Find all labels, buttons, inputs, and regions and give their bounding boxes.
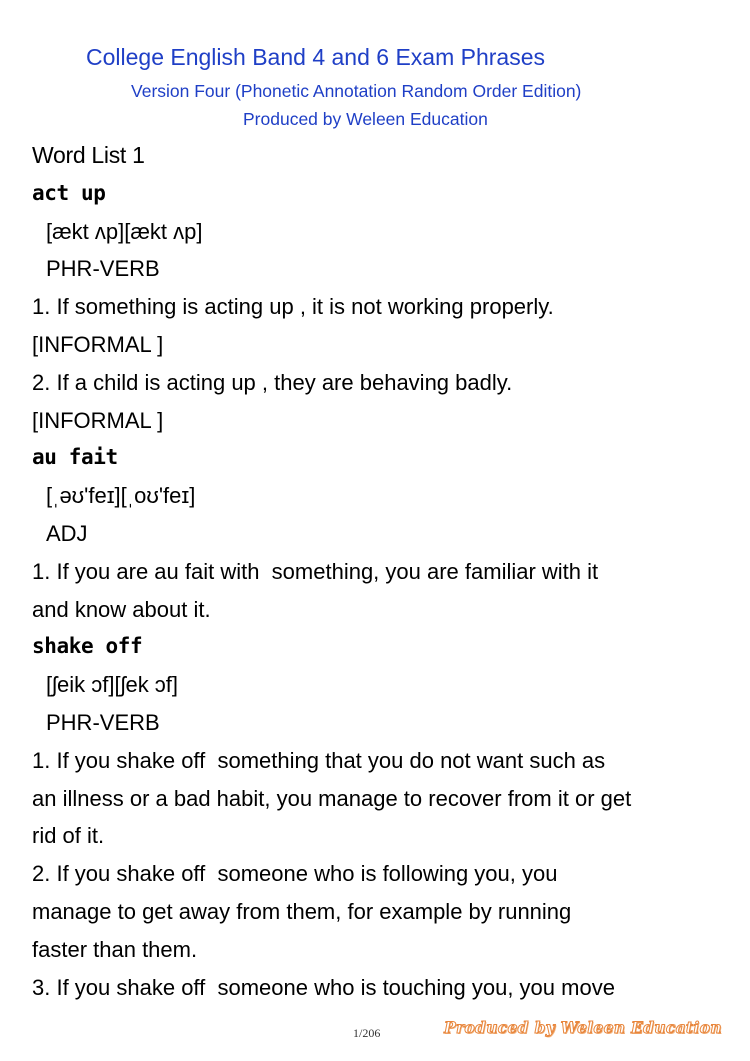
- document-version: Version Four (Phonetic Annotation Random Order Edition): [131, 81, 582, 101]
- word-list-title: Word List 1: [32, 142, 145, 168]
- page-number: 1/206: [353, 1026, 381, 1040]
- headword: act up: [32, 180, 106, 205]
- brand-watermark: Produced by Weleen Education: [444, 1018, 722, 1037]
- entry-au-fait: [32, 439, 732, 628]
- definition-line: 3. If you shake off someone who is touching you, you move: [32, 974, 615, 1000]
- definition-line: an illness or a bad habit, you manage to recover from it or get: [32, 785, 632, 811]
- phonetic: [ʃeik ɔf][ʃek ɔf]: [46, 672, 179, 698]
- definition-line: [INFORMAL ]: [32, 331, 164, 357]
- entry-shake-off: [32, 628, 732, 1006]
- definition-line: 2. If a child is acting up , they are behaving badly.: [32, 369, 513, 395]
- definition-line: rid of it.: [32, 823, 105, 849]
- definition-line: manage to get away from them, for example by running: [32, 898, 572, 924]
- document-body: [32, 137, 732, 1006]
- definition-line: and know about it.: [32, 596, 211, 622]
- definition-line: faster than them.: [32, 936, 198, 962]
- part-of-speech: ADJ: [46, 520, 88, 546]
- document-producer: Produced by Weleen Education: [243, 109, 488, 129]
- definition-line: 1. If you are au fait with something, you are familiar with it: [32, 558, 599, 584]
- part-of-speech: PHR-VERB: [46, 256, 160, 282]
- definition-line: 1. If something is acting up , it is not working properly.: [32, 294, 554, 320]
- definition-line: 2. If you shake off someone who is following you, you: [32, 861, 558, 887]
- definition-line: [INFORMAL ]: [32, 407, 164, 433]
- entry-act-up: [32, 175, 732, 440]
- headword: shake off: [32, 634, 143, 659]
- definition-line: 1. If you shake off something that you do not want such as: [32, 747, 606, 773]
- document-title: College English Band 4 and 6 Exam Phrases: [86, 44, 546, 70]
- phonetic: [ˌəʊ'feɪ][ˌoʊ'feɪ]: [46, 483, 196, 509]
- headword: au fait: [32, 445, 118, 470]
- phonetic: [ækt ʌp][ækt ʌp]: [46, 218, 203, 244]
- part-of-speech: PHR-VERB: [46, 709, 160, 735]
